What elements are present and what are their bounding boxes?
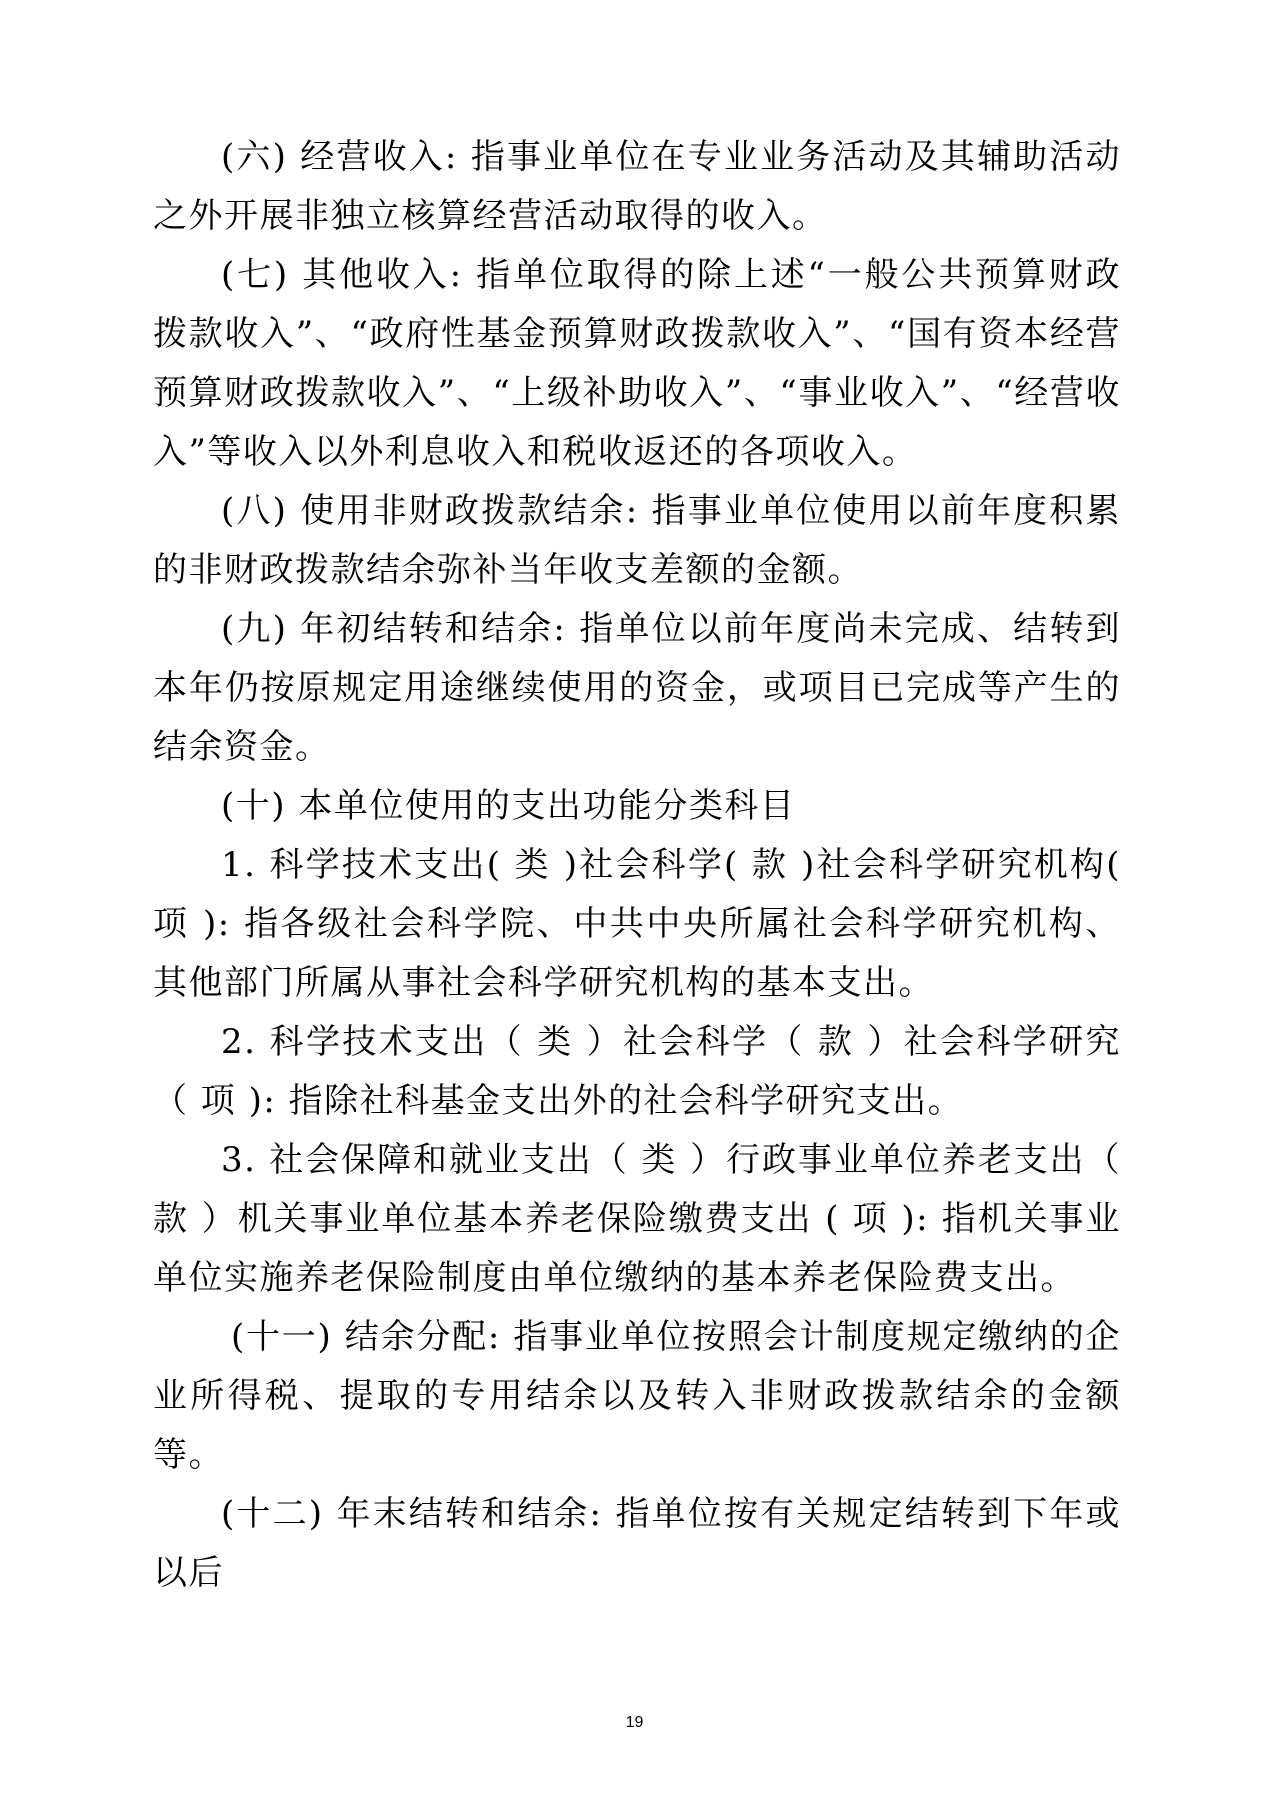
paragraph-other-income: (七) 其他收入: 指单位取得的除上述“一般公共预算财政拨款收入”、“政府性基金预算财政拨款收入”、“国有资本经营预算财政拨款收入”、“上级补助收入”、“事业收入”、“经营收入”等收入以外利息收入和税收返还的各项收入。	[153, 255, 1121, 472]
paragraph-non-fiscal-surplus-use: (八) 使用非财政拨款结余: 指事业单位使用以前年度积累的非财政拨款结余弥补当年收支差额的金额。	[153, 491, 1121, 590]
paragraph-surplus-distribution: (十一) 结余分配: 指事业单位按照会计制度规定缴纳的企业所得税、提取的专用结余以及转入非财政拨款结余的金额等。	[153, 1317, 1121, 1475]
paragraph-item-3: 3. 社会保障和就业支出（ 类 ）行政事业单位养老支出（ 款 ）机关事业单位基本养老保险缴费支出 ( 项 ): 指机关事业单位实施养老保险制度由单位缴纳的基本养老保险费支出。	[153, 1140, 1121, 1298]
paragraph-item-1: 1. 科学技术支出( 类 )社会科学( 款 )社会科学研究机构( 项 ): 指各级社会科学院、中共中央所属社会科学研究机构、其他部门所属从事社会科学研究机构的基本支出。	[153, 845, 1121, 1003]
document-body	[153, 128, 1121, 1603]
paragraph-opening-carryover: (九) 年初结转和结余: 指单位以前年度尚未完成、结转到本年仍按原规定用途继续使用的资金，或项目已完成等产生的结余资金。	[153, 609, 1121, 767]
paragraph-expenditure-classification-heading: (十) 本单位使用的支出功能分类科目	[221, 786, 796, 826]
paragraph-operating-income: (六) 经营收入: 指事业单位在专业业务活动及其辅助活动之外开展非独立核算经营活动取得的收入。	[153, 137, 1121, 236]
paragraph-closing-carryover: (十二) 年末结转和结余: 指单位按有关规定结转到下年或以后	[153, 1494, 1121, 1593]
paragraph-item-2: 2. 科学技术支出（ 类 ）社会科学（ 款 ）社会科学研究（ 项 ): 指除社科基金支出外的社会科学研究支出。	[153, 1022, 1121, 1121]
page-number: 19	[625, 1714, 644, 1731]
